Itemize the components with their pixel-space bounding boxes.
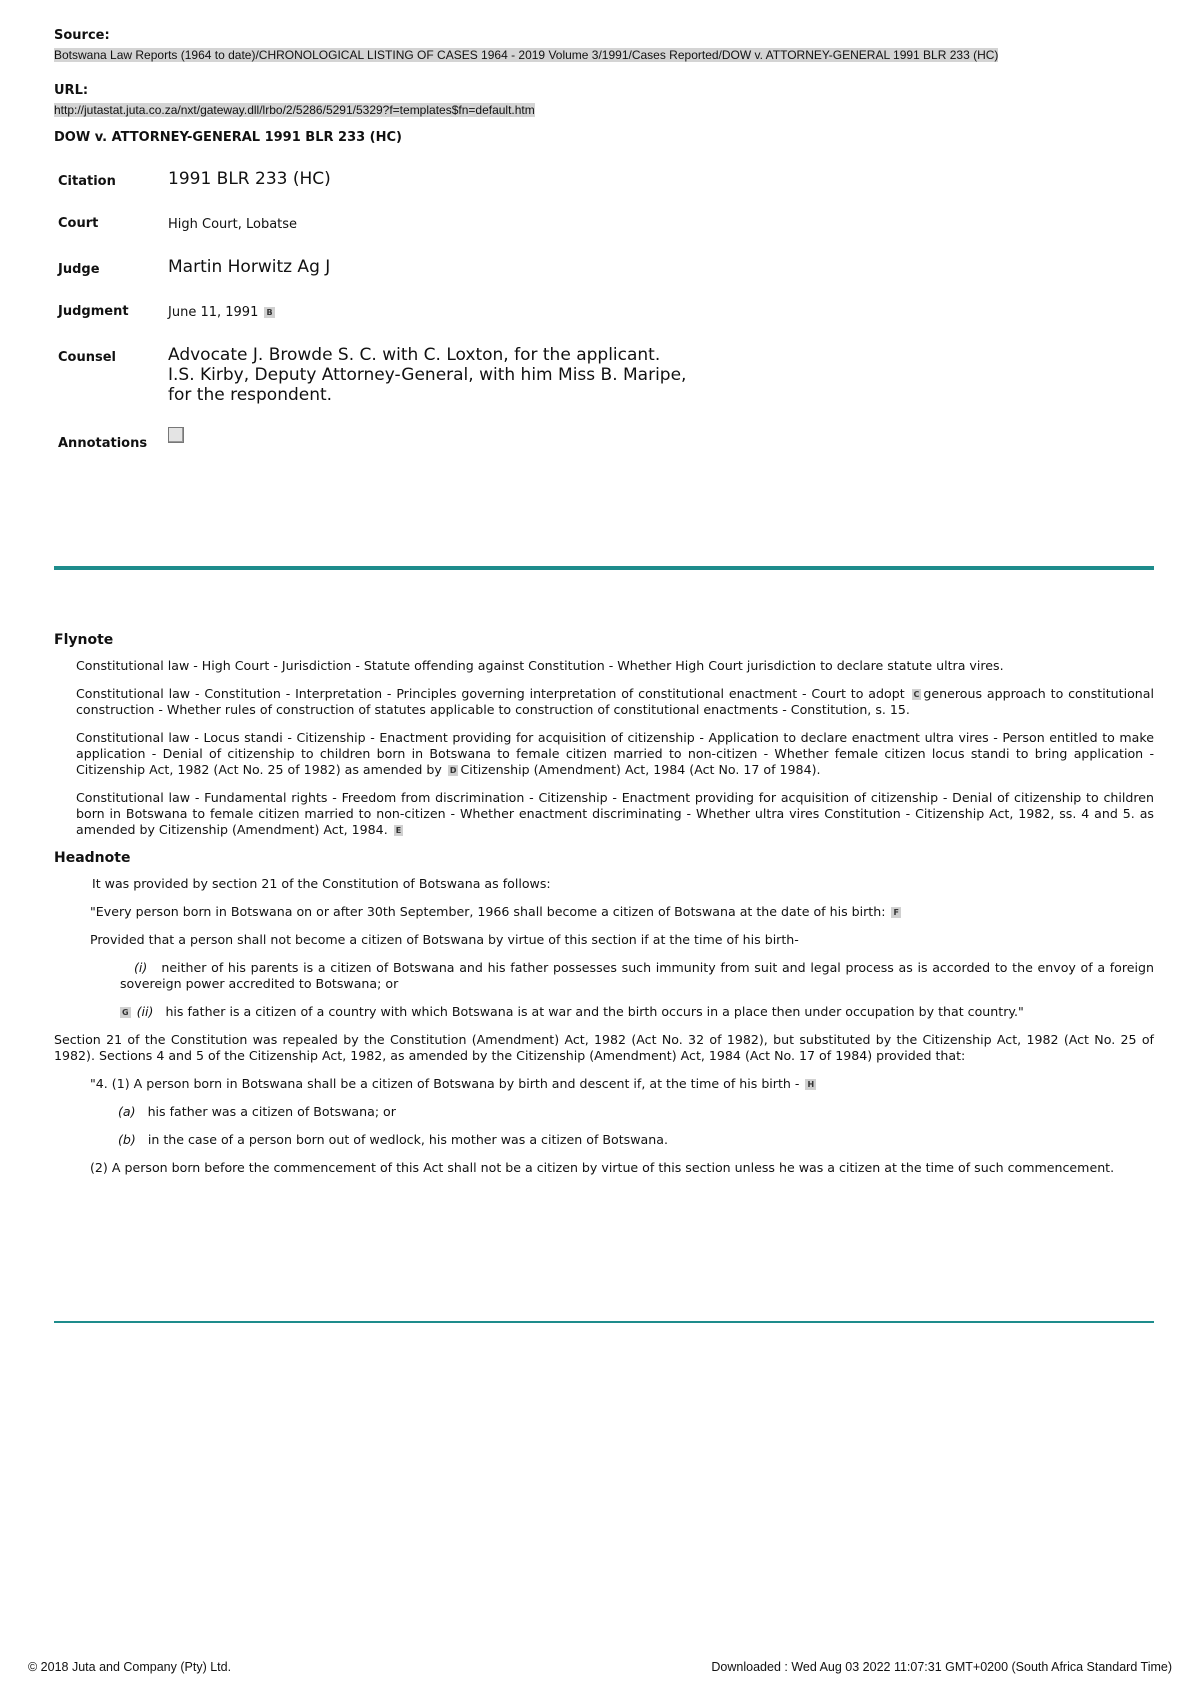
counsel-applicant: Advocate J. Browde S. C. with C. Loxton, for the applicant. bbox=[168, 345, 661, 365]
counsel-row bbox=[58, 345, 688, 427]
page-marker-c[interactable]: C bbox=[913, 690, 920, 699]
report-body bbox=[54, 632, 1154, 1188]
headnote-clause-a bbox=[118, 1104, 1154, 1120]
headnote-subsection-2: (2) A person born before the commencement of this Act shall not be a citizen by virtue of this section unless he was a citizen at the time of such commencement. bbox=[90, 1160, 1115, 1175]
annotations-label: Annotations bbox=[58, 436, 148, 451]
clause-a-number: (a) bbox=[118, 1104, 136, 1119]
annotations-value bbox=[168, 427, 688, 473]
judgment-label: Judgment bbox=[58, 304, 129, 319]
headnote-quote bbox=[90, 904, 1154, 920]
clause-ii-number: (ii) bbox=[136, 1004, 154, 1019]
page-marker-d[interactable]: D bbox=[449, 766, 457, 775]
url-link[interactable]: http://jutastat.juta.co.za/nxt/gateway.dll/lrbo/2/5286/5291/5329?f=templates$fn=default.htm bbox=[54, 103, 535, 117]
clause-b-number: (b) bbox=[118, 1132, 136, 1147]
headnote-intro: It was provided by section 21 of the Constitution of Botswana as follows: bbox=[92, 876, 551, 891]
counsel-value bbox=[168, 345, 688, 427]
flynote-p2-end: generous approach to constitutional construction - Whether rules of construction of statutes applicable to construction of constitutional enactments - Constitution, s. 15. bbox=[76, 686, 1154, 717]
flynote-paragraph-3 bbox=[76, 730, 1154, 778]
headnote-section-21-note: Section 21 of the Constitution was repealed by the Constitution (Amendment) Act, 1982 (Act No. 32 of 1982), but substituted by the Citizenship Act, 1982 (Act No. 25 of 1982). Sections 4 and 5 of the Citizenship Act, 1982, as amended by the Citizenship (Amendment) Act, 1984 (Act No. 17 of 1984) provided that: bbox=[54, 1032, 1154, 1063]
page-marker-g[interactable]: G bbox=[122, 1008, 129, 1017]
clause-a-text: his father was a citizen of Botswana; or bbox=[147, 1104, 396, 1119]
flynote-p4-text: Constitutional law - Fundamental rights - Freedom from discrimination - Citizenship - Enactment providing for acquisition of citizenship - Denial of citizenship to children born in Botswana to female citizen married to non-citizen - Whether enactment discriminating - Whether ultra vires Constitution - Citizenship Act, 1982, ss. 4 and 5. as amended by Citizenship (Amendment) Act, 1984. bbox=[76, 790, 1154, 837]
document-page bbox=[54, 28, 1154, 1175]
page-marker-e[interactable]: E bbox=[395, 826, 402, 835]
section-4-text: "4. (1) A person born in Botswana shall be a citizen of Botswana by birth and descent if, at the time of his birth - bbox=[90, 1076, 800, 1091]
citation-value: 1991 BLR 233 (HC) bbox=[168, 169, 331, 189]
court-row bbox=[58, 211, 688, 257]
flynote-paragraph-4 bbox=[76, 790, 1154, 838]
footer-copyright: © 2018 Juta and Company (Pty) Ltd. bbox=[28, 1660, 232, 1674]
headnote-clause-b bbox=[118, 1132, 1154, 1148]
clause-i-number: (i) bbox=[134, 960, 148, 975]
judge-label: Judge bbox=[58, 262, 100, 277]
case-title: DOW v. ATTORNEY-GENERAL 1991 BLR 233 (HC) bbox=[54, 130, 402, 145]
source-path: Botswana Law Reports (1964 to date)/CHRONOLOGICAL LISTING OF CASES 1964 - 2019 Volume 3/1991/Cases Reported/DOW v. ATTORNEY-GENERAL 1991 BLR 233 (HC) bbox=[54, 48, 999, 62]
footer-download-timestamp: Downloaded : Wed Aug 03 2022 11:07:31 GMT+0200 (South Africa Standard Time) bbox=[711, 1660, 1172, 1674]
headnote-clause-ii bbox=[118, 1004, 1154, 1020]
judgment-date: June 11, 1991 bbox=[168, 305, 259, 320]
headnote-clause-i bbox=[120, 960, 1154, 992]
page-marker-b[interactable]: B bbox=[266, 308, 273, 317]
headnote-section-4 bbox=[90, 1076, 1154, 1092]
flynote-heading: Flynote bbox=[54, 632, 114, 648]
source-label: Source: bbox=[54, 28, 110, 43]
clause-ii-text: his father is a citizen of a country with which Botswana is at war and the birth occurs in a place then under occupation by that country." bbox=[165, 1004, 1024, 1019]
judgment-value bbox=[168, 299, 688, 345]
annotations-row bbox=[58, 427, 688, 473]
case-metadata-table bbox=[58, 169, 688, 473]
judge-value: Martin Horwitz Ag J bbox=[168, 257, 331, 277]
flynote-paragraph-1: Constitutional law - High Court - Jurisdiction - Statute offending against Constitution - Whether High Court jurisdiction to declare statute ultra vires. bbox=[76, 658, 1004, 673]
clause-b-text: in the case of a person born out of wedlock, his mother was a citizen of Botswana. bbox=[147, 1132, 668, 1147]
section-divider-thin bbox=[54, 1321, 1154, 1323]
citation-row bbox=[58, 169, 688, 211]
clause-i-text: neither of his parents is a citizen of Botswana and his father possesses such immunity from suit and legal process as is accorded to the envoy of a foreign sovereign power accredited to Botswana; or bbox=[120, 960, 1154, 991]
headnote-proviso: Provided that a person shall not become a citizen of Botswana by virtue of this section if at the time of his birth- bbox=[90, 932, 799, 947]
flynote-p2-start: Constitutional law - Constitution - Interpretation - Principles governing interpretation of constitutional enactment - Court to adopt bbox=[76, 686, 905, 701]
headnote-quote-text: "Every person born in Botswana on or after 30th September, 1966 shall become a citizen of Botswana at the date of his birth: bbox=[90, 904, 886, 919]
page-marker-h[interactable]: H bbox=[807, 1080, 815, 1089]
flynote-p3-end: Citizenship (Amendment) Act, 1984 (Act No. 17 of 1984). bbox=[460, 762, 821, 777]
flynote-p3-start: Constitutional law - Locus standi - Citizenship - Enactment providing for acquisition of citizenship - Application to declare enactment ultra vires - Person entitled to make application - Denial of citizenship to children born in Botswana to female citizen married to non-citizen - Whether female citizen locus standi to bring application - Citizenship Act, 1982 (Act No. 25 of 1982) as amended by bbox=[76, 730, 1154, 777]
section-divider-thick bbox=[54, 566, 1154, 570]
url-label: URL: bbox=[54, 83, 89, 98]
headnote-heading: Headnote bbox=[54, 850, 131, 866]
annotations-checkbox[interactable] bbox=[168, 427, 184, 443]
court-label: Court bbox=[58, 216, 99, 231]
judge-row bbox=[58, 257, 688, 299]
citation-label: Citation bbox=[58, 174, 116, 189]
page-marker-f[interactable]: F bbox=[893, 908, 899, 917]
counsel-respondent: I.S. Kirby, Deputy Attorney-General, with him Miss B. Maripe, for the respondent. bbox=[168, 365, 687, 405]
court-value: High Court, Lobatse bbox=[168, 217, 298, 232]
judgment-row bbox=[58, 299, 688, 345]
counsel-label: Counsel bbox=[58, 350, 116, 365]
flynote-paragraph-2 bbox=[76, 686, 1154, 718]
